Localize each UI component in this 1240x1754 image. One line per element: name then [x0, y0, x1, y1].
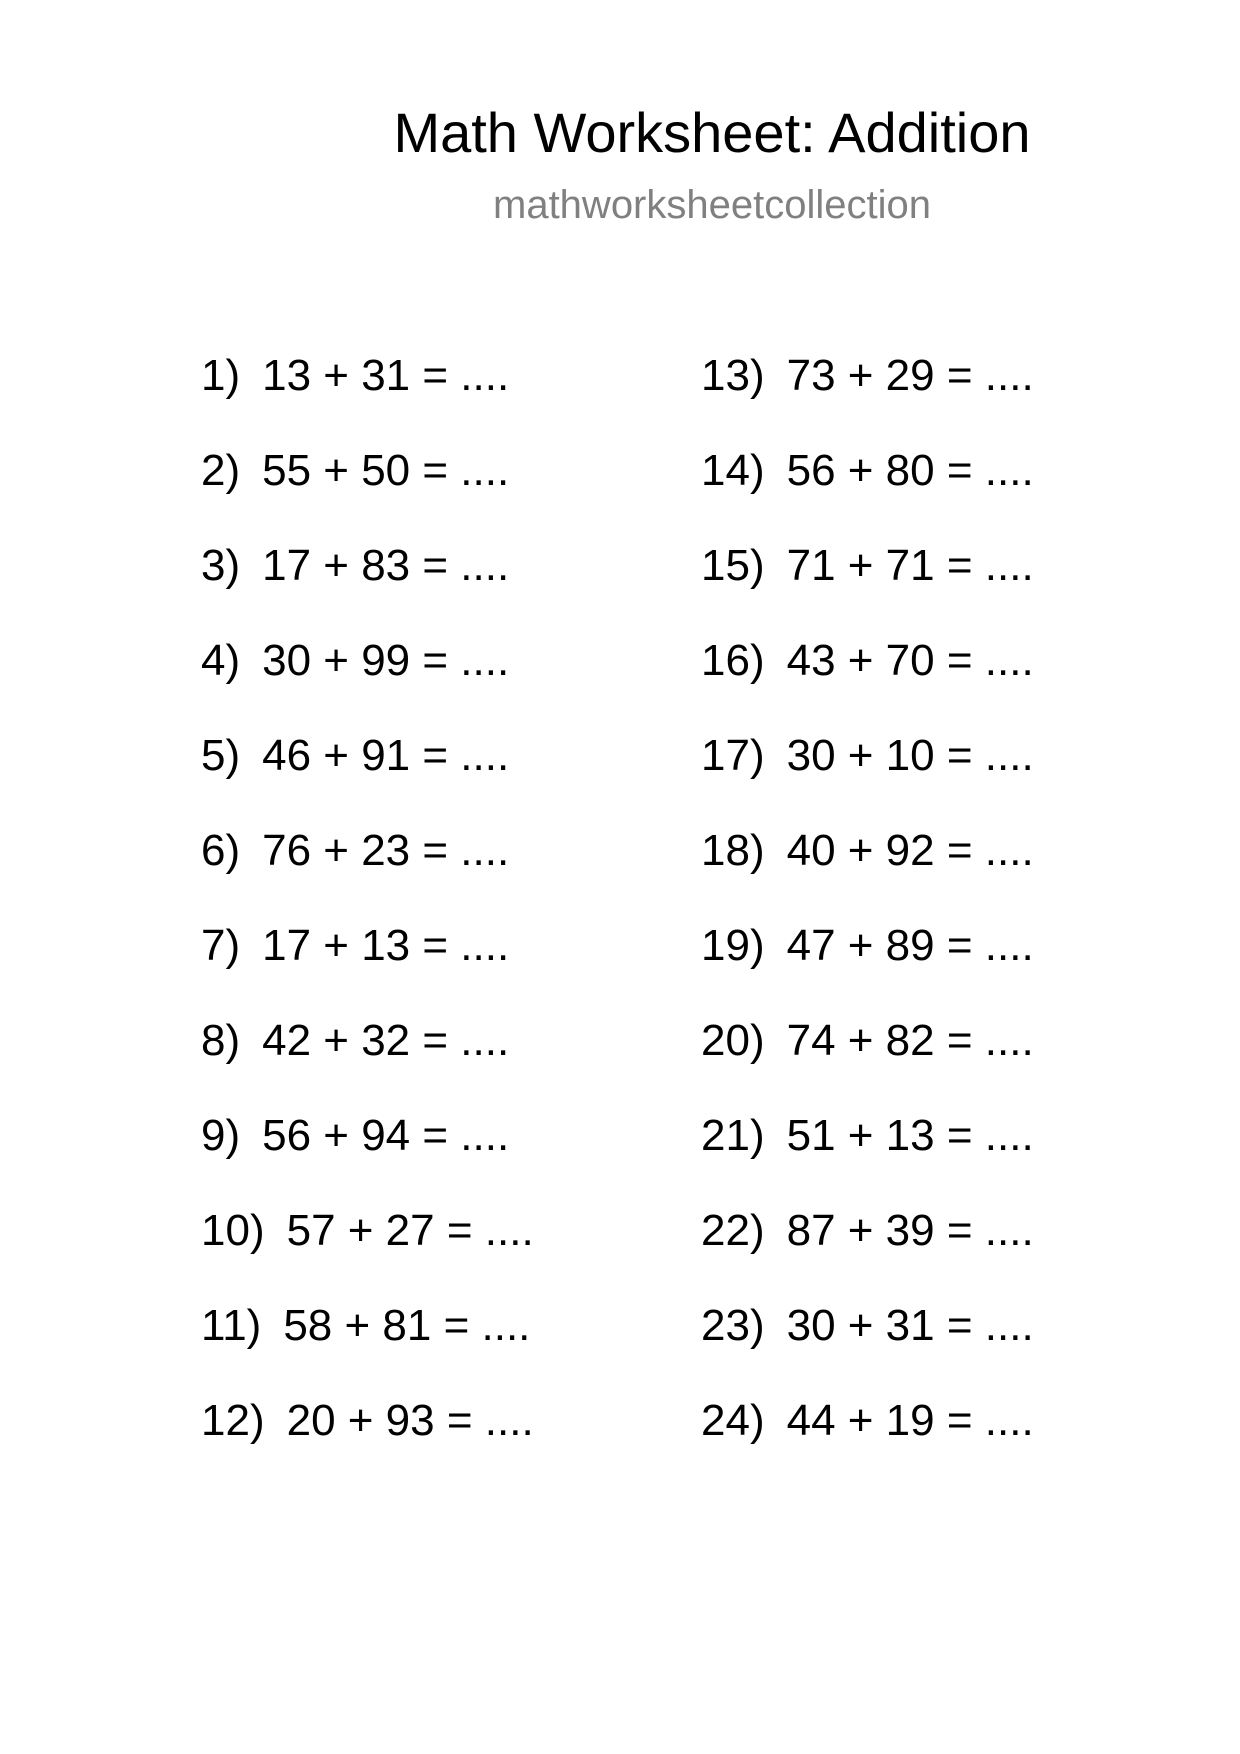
problem-number: 7) [201, 921, 241, 970]
problem-number: 9) [201, 1111, 241, 1160]
problem-number: 24) [701, 1396, 765, 1445]
problem-expression: 40 + 92 = .... [786, 826, 1034, 875]
problem-item [701, 1015, 1034, 1110]
problem-number: 23) [701, 1301, 765, 1350]
problem-number: 20) [701, 1016, 765, 1065]
problem-expression: 57 + 27 = .... [286, 1206, 534, 1255]
problem-number: 2) [201, 446, 241, 495]
problem-item [201, 1205, 534, 1300]
problem-item [201, 540, 534, 635]
problem-number: 12) [201, 1396, 265, 1445]
problem-number: 13) [701, 351, 765, 400]
problem-expression: 42 + 32 = .... [262, 1016, 510, 1065]
problem-item [201, 1395, 534, 1490]
problem-expression: 30 + 99 = .... [262, 636, 510, 685]
problem-item [201, 920, 534, 1015]
problem-expression: 87 + 39 = .... [786, 1206, 1034, 1255]
problem-item [701, 1395, 1034, 1490]
problem-number: 15) [701, 541, 765, 590]
problem-item [701, 730, 1034, 825]
problem-number: 16) [701, 636, 765, 685]
problem-number: 18) [701, 826, 765, 875]
problem-expression: 43 + 70 = .... [786, 636, 1034, 685]
problem-item [701, 540, 1034, 635]
problem-expression: 71 + 71 = .... [786, 541, 1034, 590]
problem-number: 8) [201, 1016, 241, 1065]
problem-number: 5) [201, 731, 241, 780]
problem-number: 10) [201, 1206, 265, 1255]
problem-item [201, 635, 534, 730]
problem-item [201, 445, 534, 540]
problem-item [701, 1205, 1034, 1300]
problem-item [201, 350, 534, 445]
problem-item [701, 1110, 1034, 1205]
problem-expression: 56 + 94 = .... [262, 1111, 510, 1160]
problem-expression: 20 + 93 = .... [286, 1396, 534, 1445]
problem-expression: 44 + 19 = .... [786, 1396, 1034, 1445]
problems-column-right [701, 350, 1034, 1490]
problem-item [201, 730, 534, 825]
problem-number: 14) [701, 446, 765, 495]
problem-item [701, 920, 1034, 1015]
problem-item [701, 445, 1034, 540]
problem-expression: 58 + 81 = .... [283, 1301, 531, 1350]
problem-expression: 55 + 50 = .... [262, 446, 510, 495]
problem-number: 17) [701, 731, 765, 780]
problem-item [201, 1300, 534, 1395]
problem-expression: 13 + 31 = .... [262, 351, 510, 400]
problem-item [201, 1110, 534, 1205]
worksheet-source: mathworksheetcollection [493, 183, 931, 227]
problem-item [701, 825, 1034, 920]
problem-number: 19) [701, 921, 765, 970]
problem-expression: 73 + 29 = .... [786, 351, 1034, 400]
problem-item [701, 350, 1034, 445]
problem-expression: 17 + 83 = .... [262, 541, 510, 590]
problem-expression: 51 + 13 = .... [786, 1111, 1034, 1160]
problem-expression: 76 + 23 = .... [262, 826, 510, 875]
problem-item [701, 1300, 1034, 1395]
problem-number: 3) [201, 541, 241, 590]
problem-expression: 46 + 91 = .... [262, 731, 510, 780]
problem-expression: 47 + 89 = .... [786, 921, 1034, 970]
problem-number: 11) [201, 1301, 262, 1350]
problem-number: 4) [201, 636, 241, 685]
problem-number: 22) [701, 1206, 765, 1255]
problem-number: 21) [701, 1111, 765, 1160]
problem-item [701, 635, 1034, 730]
problem-expression: 56 + 80 = .... [786, 446, 1034, 495]
problem-number: 1) [201, 351, 241, 400]
problem-item [201, 1015, 534, 1110]
problem-expression: 30 + 31 = .... [786, 1301, 1034, 1350]
worksheet-title: Math Worksheet: Addition [393, 101, 1031, 164]
problem-number: 6) [201, 826, 241, 875]
problem-expression: 74 + 82 = .... [786, 1016, 1034, 1065]
problem-expression: 30 + 10 = .... [786, 731, 1034, 780]
problem-item [201, 825, 534, 920]
problem-expression: 17 + 13 = .... [262, 921, 510, 970]
problems-column-left [201, 350, 534, 1490]
